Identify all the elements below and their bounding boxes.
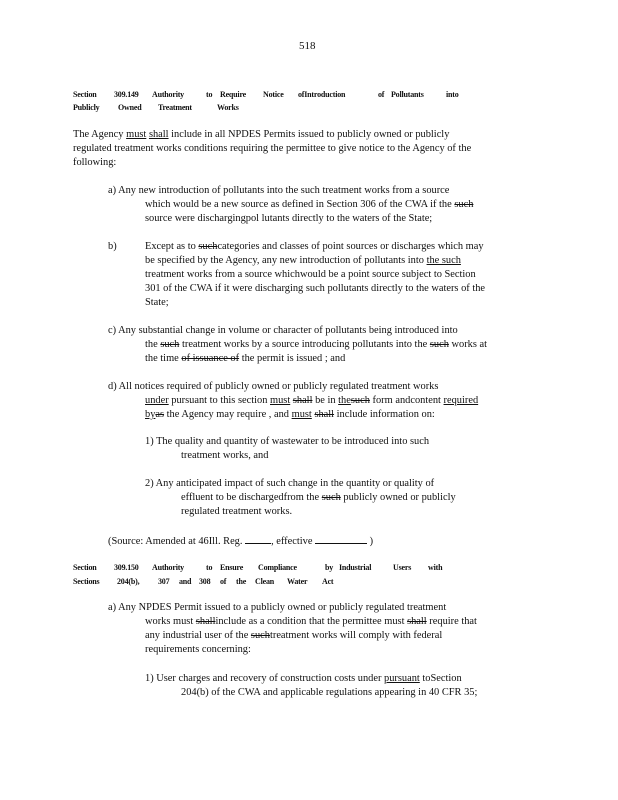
- item-150a-line-1: a) Any NPDES Permit issued to a publicly owned or publicly regulated treatment: [108, 602, 447, 613]
- heading-word: Clean: [255, 577, 275, 586]
- item-c-line-1: c) Any substantial change in volume or character of pollutants being introduced into: [108, 325, 458, 336]
- item-c-line-2: the such treatment works by a source introducing pollutants into the such works at: [145, 339, 488, 350]
- item-b-label: b): [108, 241, 117, 252]
- heading-word: with: [428, 563, 443, 572]
- heading-word: Pollutants: [391, 90, 424, 99]
- heading-word: Act: [322, 577, 334, 586]
- item-d2-line-3: regulated treatment works.: [181, 506, 293, 517]
- heading-word: ofIntroduction: [298, 90, 346, 99]
- item-d-line-1: d) All notices required of publicly owned or publicly regulated treatment works: [108, 381, 439, 392]
- intro-line-2: regulated treatment works conditions requiring the permittee to give notice to the Agency of the: [73, 143, 472, 154]
- blank-line: [315, 534, 367, 544]
- heading-word: 308: [199, 577, 211, 586]
- item-d2-line-2: effluent to be dischargedfrom the such publicly owned or publicly: [181, 492, 456, 503]
- heading-word: 309.149: [114, 90, 139, 99]
- heading-word: into: [446, 90, 459, 99]
- heading-word: of: [220, 577, 227, 586]
- item-b-line-5: State;: [145, 297, 169, 308]
- page-number: 518: [299, 40, 316, 52]
- item-150a1-line-1: 1) User charges and recovery of construction costs under pursuant toSection: [145, 673, 462, 684]
- item-d-line-2: under pursuant to this section must shall be in thesuch form andcontent required: [145, 395, 479, 406]
- heading-word: Works: [217, 103, 239, 112]
- heading-word: and: [179, 577, 192, 586]
- heading-word: Owned: [118, 103, 142, 112]
- item-150a1-line-2: 204(b) of the CWA and applicable regulations appearing in 40 CFR 35;: [181, 687, 478, 698]
- heading-word: Industrial: [339, 563, 372, 572]
- intro-line-3: following:: [73, 157, 117, 168]
- item-150a-line-3: any industrial user of the suchtreatment works will comply with federal: [145, 630, 443, 641]
- blank-line: [245, 534, 271, 544]
- heading-word: Section: [73, 90, 97, 99]
- heading-word: Require: [220, 90, 247, 99]
- heading-word: 309.150: [114, 563, 139, 572]
- heading-word: 307: [158, 577, 170, 586]
- heading-word: Users: [393, 563, 412, 572]
- source-note: (Source: Amended at 46Ill. Reg. , effective ): [108, 536, 374, 547]
- heading-word: to: [206, 563, 213, 572]
- item-c-line-3: the time of issuance of the permit is issued ; and: [145, 353, 346, 364]
- item-b-line-3: treatment works from a source whichwould be a point source subject to Section: [145, 269, 476, 280]
- heading-word: to: [206, 90, 213, 99]
- heading-word: Ensure: [220, 563, 244, 572]
- heading-word: Treatment: [158, 103, 192, 112]
- heading-word: Section: [73, 563, 97, 572]
- item-a-line-2: which would be a new source as defined in Section 306 of the CWA if the such: [145, 199, 474, 210]
- heading-word: Authority: [152, 563, 184, 572]
- item-a-line-1: a) Any new introduction of pollutants into the such treatment works from a source: [108, 185, 450, 196]
- item-b-line-1: Except as to suchcategories and classes of point sources or discharges which may: [145, 241, 484, 252]
- heading-word: Publicly: [73, 103, 100, 112]
- heading-word: Notice: [263, 90, 284, 99]
- item-b-line-4: 301 of the CWA if it were discharging such pollutants directly to the waters of the: [145, 283, 486, 294]
- item-150a-line-4: requirements concerning:: [145, 644, 251, 655]
- intro-line-1: The Agency must shall include in all NPDES Permits issued to publicly owned or publicly: [73, 129, 450, 140]
- heading-word: 204(b),: [117, 577, 140, 586]
- heading-word: by: [325, 563, 334, 572]
- item-d2-line-1: 2) Any anticipated impact of such change in the quantity or quality of: [145, 478, 435, 489]
- item-b-line-2: be specified by the Agency, any new introduction of pollutants into the such: [145, 255, 461, 266]
- heading-word: Compliance: [258, 563, 297, 572]
- item-d1-line-1: 1) The quality and quantity of wastewater to be introduced into such: [145, 436, 430, 447]
- heading-word: Sections: [73, 577, 100, 586]
- item-d1-line-2: treatment works, and: [181, 450, 269, 461]
- item-d-line-3: byas the Agency may require , and must shall include information on:: [145, 409, 435, 420]
- item-a-line-3: source were dischargingpol lutants directly to the waters of the State;: [145, 213, 433, 224]
- heading-word: the: [236, 577, 247, 586]
- heading-word: Authority: [152, 90, 184, 99]
- heading-word: Water: [287, 577, 308, 586]
- item-150a-line-2: works must shallinclude as a condition that the permittee must shall require that: [145, 616, 477, 627]
- heading-word: of: [378, 90, 385, 99]
